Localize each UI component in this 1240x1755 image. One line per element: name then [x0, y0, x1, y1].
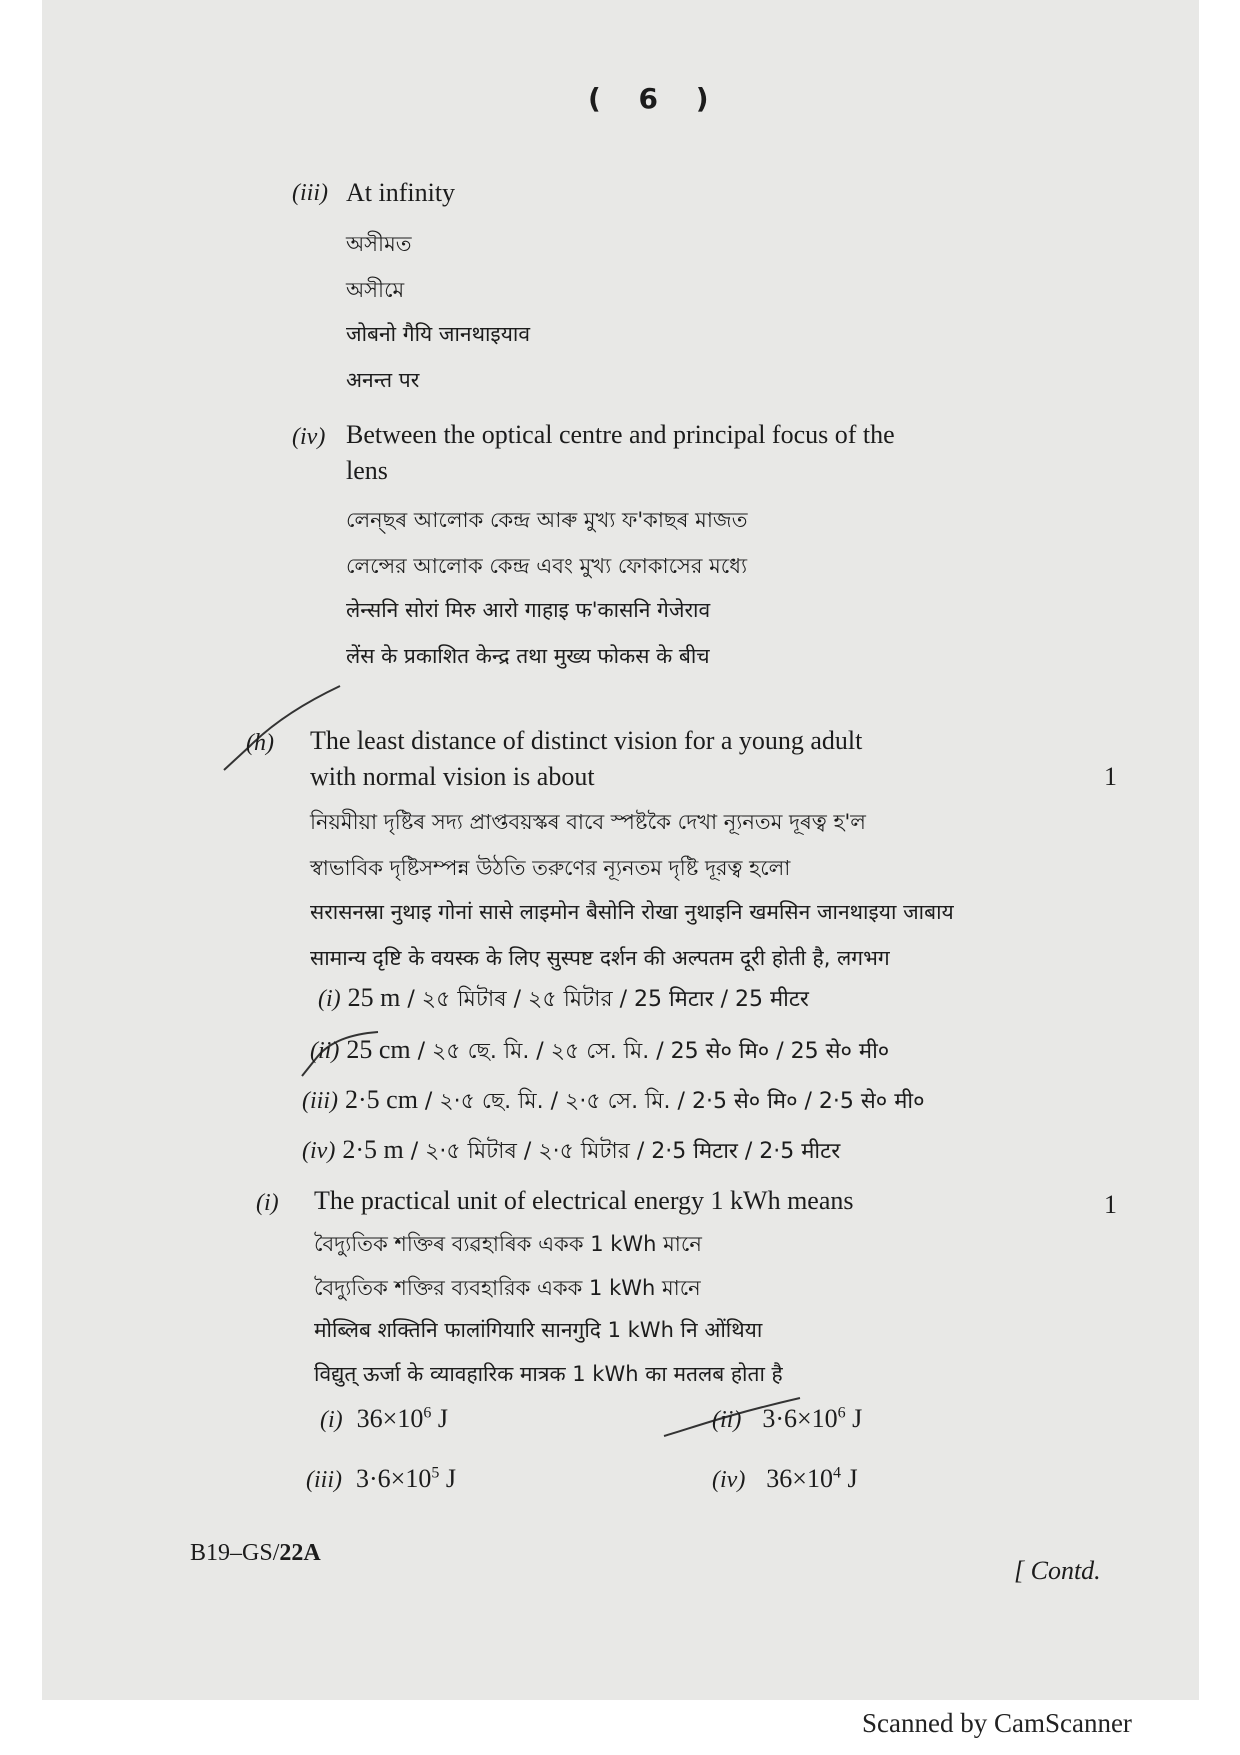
option-number: (iv) — [292, 424, 326, 450]
question-text-bodo: मोब्लिब शक्तिनि फालांगियारि सानगुदि 1 kWh नि ओंथिया — [314, 1318, 763, 1342]
option-number: (iv) — [302, 1138, 336, 1164]
question-text-english-cont: with normal vision is about — [310, 762, 595, 791]
scanned-page — [42, 0, 1199, 1700]
option-text-assamese: অসীমত — [346, 232, 412, 256]
question-text-assamese: বৈদ্যুতিক শক্তিৰ ব্যৱহাৰিক একক 1 kWh মানে — [314, 1232, 702, 1256]
option-text-hindi: अनन्त पर — [346, 368, 420, 392]
question-text-bengali: বৈদ্যুতিক শক্তির ব্যবহারিক একক 1 kWh মানে — [314, 1276, 701, 1300]
option-value: 25 cm — [346, 1035, 411, 1064]
answer-option — [320, 1404, 448, 1434]
option-value: 2·5 cm — [345, 1085, 418, 1114]
question-label: (h) — [246, 730, 274, 756]
question-text-assamese: নিয়মীয়া দৃষ্টিৰ সদ্য প্ৰাপ্তবয়স্কৰ বাবে স্পষ্টকৈ দেখা ন্যূনতম দূৰত্ব হ'ল — [310, 810, 866, 834]
option-text-assamese: লেন্‌ছৰ আলোক কেন্দ্ৰ আৰু মুখ্য ফ'কাছৰ মাজত — [346, 508, 748, 532]
option-value: $36\times 10^4$ J — [766, 1464, 858, 1493]
option-number: (iii) — [292, 180, 328, 206]
question-text-english: The practical unit of electrical energy 1 kWh means — [314, 1186, 854, 1215]
option-value: 2·5 m — [342, 1135, 404, 1164]
option-value: $3\cdot 6\times 10^6$ J — [762, 1404, 863, 1433]
option-translations: / ২৫ ছে. মি. / ২৫ সে. মি. / 25 से० मि० / 25 से० मी० — [417, 1039, 890, 1064]
option-number: (iii) — [306, 1467, 342, 1493]
marks: 1 — [1104, 1190, 1117, 1219]
answer-option — [712, 1404, 862, 1434]
option-text-english: At infinity — [346, 178, 456, 207]
option-number: (iv) — [712, 1467, 746, 1493]
option-translations: / ২৫ মিটাৰ / ২৫ মিটার / 25 मिटार / 25 मीटर — [407, 987, 809, 1012]
option-value: $3\cdot 6\times 10^5$ J — [356, 1464, 456, 1493]
marks: 1 — [1104, 762, 1117, 791]
option-value: $36\times 10^6$ J — [356, 1404, 448, 1433]
option-text-english-cont: lens — [346, 456, 388, 485]
question-text-hindi: विद्युत् ऊर्जा के व्यावहारिक मात्रक 1 kWh का मतलब होता है — [314, 1362, 783, 1386]
option-number: (i) — [318, 986, 341, 1012]
option-translations: / ২·৫ ছে. মি. / ২·৫ সে. মি. / 2·5 से० मि० / 2·5 से० मी० — [424, 1089, 925, 1114]
answer-option — [306, 1464, 456, 1494]
answer-option — [318, 982, 809, 1019]
continued-label: [ Contd. — [1014, 1556, 1101, 1585]
question-text-bengali: স্বাভাবিক দৃষ্টিসম্পন্ন উঠতি তরুণের ন্যূনতম দৃষ্টি দূরত্ব হলো — [310, 856, 791, 880]
option-text-hindi: लेंस के प्रकाशित केन्द्र तथा मुख्य फोकस के बीच — [346, 644, 710, 668]
answer-option — [302, 1084, 925, 1121]
option-text-bodo: लेन्सनि सोरां मिरु आरो गाहाइ फ'कासनि गेजेराव — [346, 598, 711, 622]
answer-option — [302, 1134, 840, 1171]
question-label: (i) — [256, 1190, 279, 1216]
scanner-watermark: Scanned by CamScanner — [862, 1708, 1132, 1738]
page-number: ( 6 ) — [588, 82, 723, 115]
option-number: (iii) — [302, 1088, 338, 1114]
question-text-english: The least distance of distinct vision for a young adult — [310, 726, 863, 755]
option-value: 25 m — [347, 983, 401, 1012]
answer-option — [310, 1034, 889, 1071]
question-text-bodo: सरासनस्रा नुथाइ गोनां सासे लाइमोन बैसोनि रोखा नुथाइनि खमसिन जानथाइया जाबाय — [310, 900, 954, 924]
question-text-hindi: सामान्य दृष्टि के वयस्क के लिए सुस्पष्ट दर्शन की अल्पतम दूरी होती है, लगभग — [310, 946, 890, 970]
option-number: (ii) — [712, 1407, 742, 1433]
answer-option — [712, 1464, 858, 1494]
option-text-bengali: লেন্সের আলোক কেন্দ্র এবং মুখ্য ফোকাসের মধ্যে — [346, 554, 748, 578]
paper-code: B19–GS/22A — [190, 1540, 321, 1566]
option-text-english: Between the optical centre and principal focus of the — [346, 420, 895, 449]
option-text-bodo: जोबनो गैयि जानथाइयाव — [346, 322, 531, 346]
option-text-bengali: অসীমে — [346, 278, 405, 302]
option-number: (ii) — [310, 1038, 340, 1064]
option-number: (i) — [320, 1407, 343, 1433]
option-translations: / ২·৫ মিটাৰ / ২·৫ মিটার / 2·5 मिटार / 2·5 मीटर — [410, 1139, 841, 1164]
